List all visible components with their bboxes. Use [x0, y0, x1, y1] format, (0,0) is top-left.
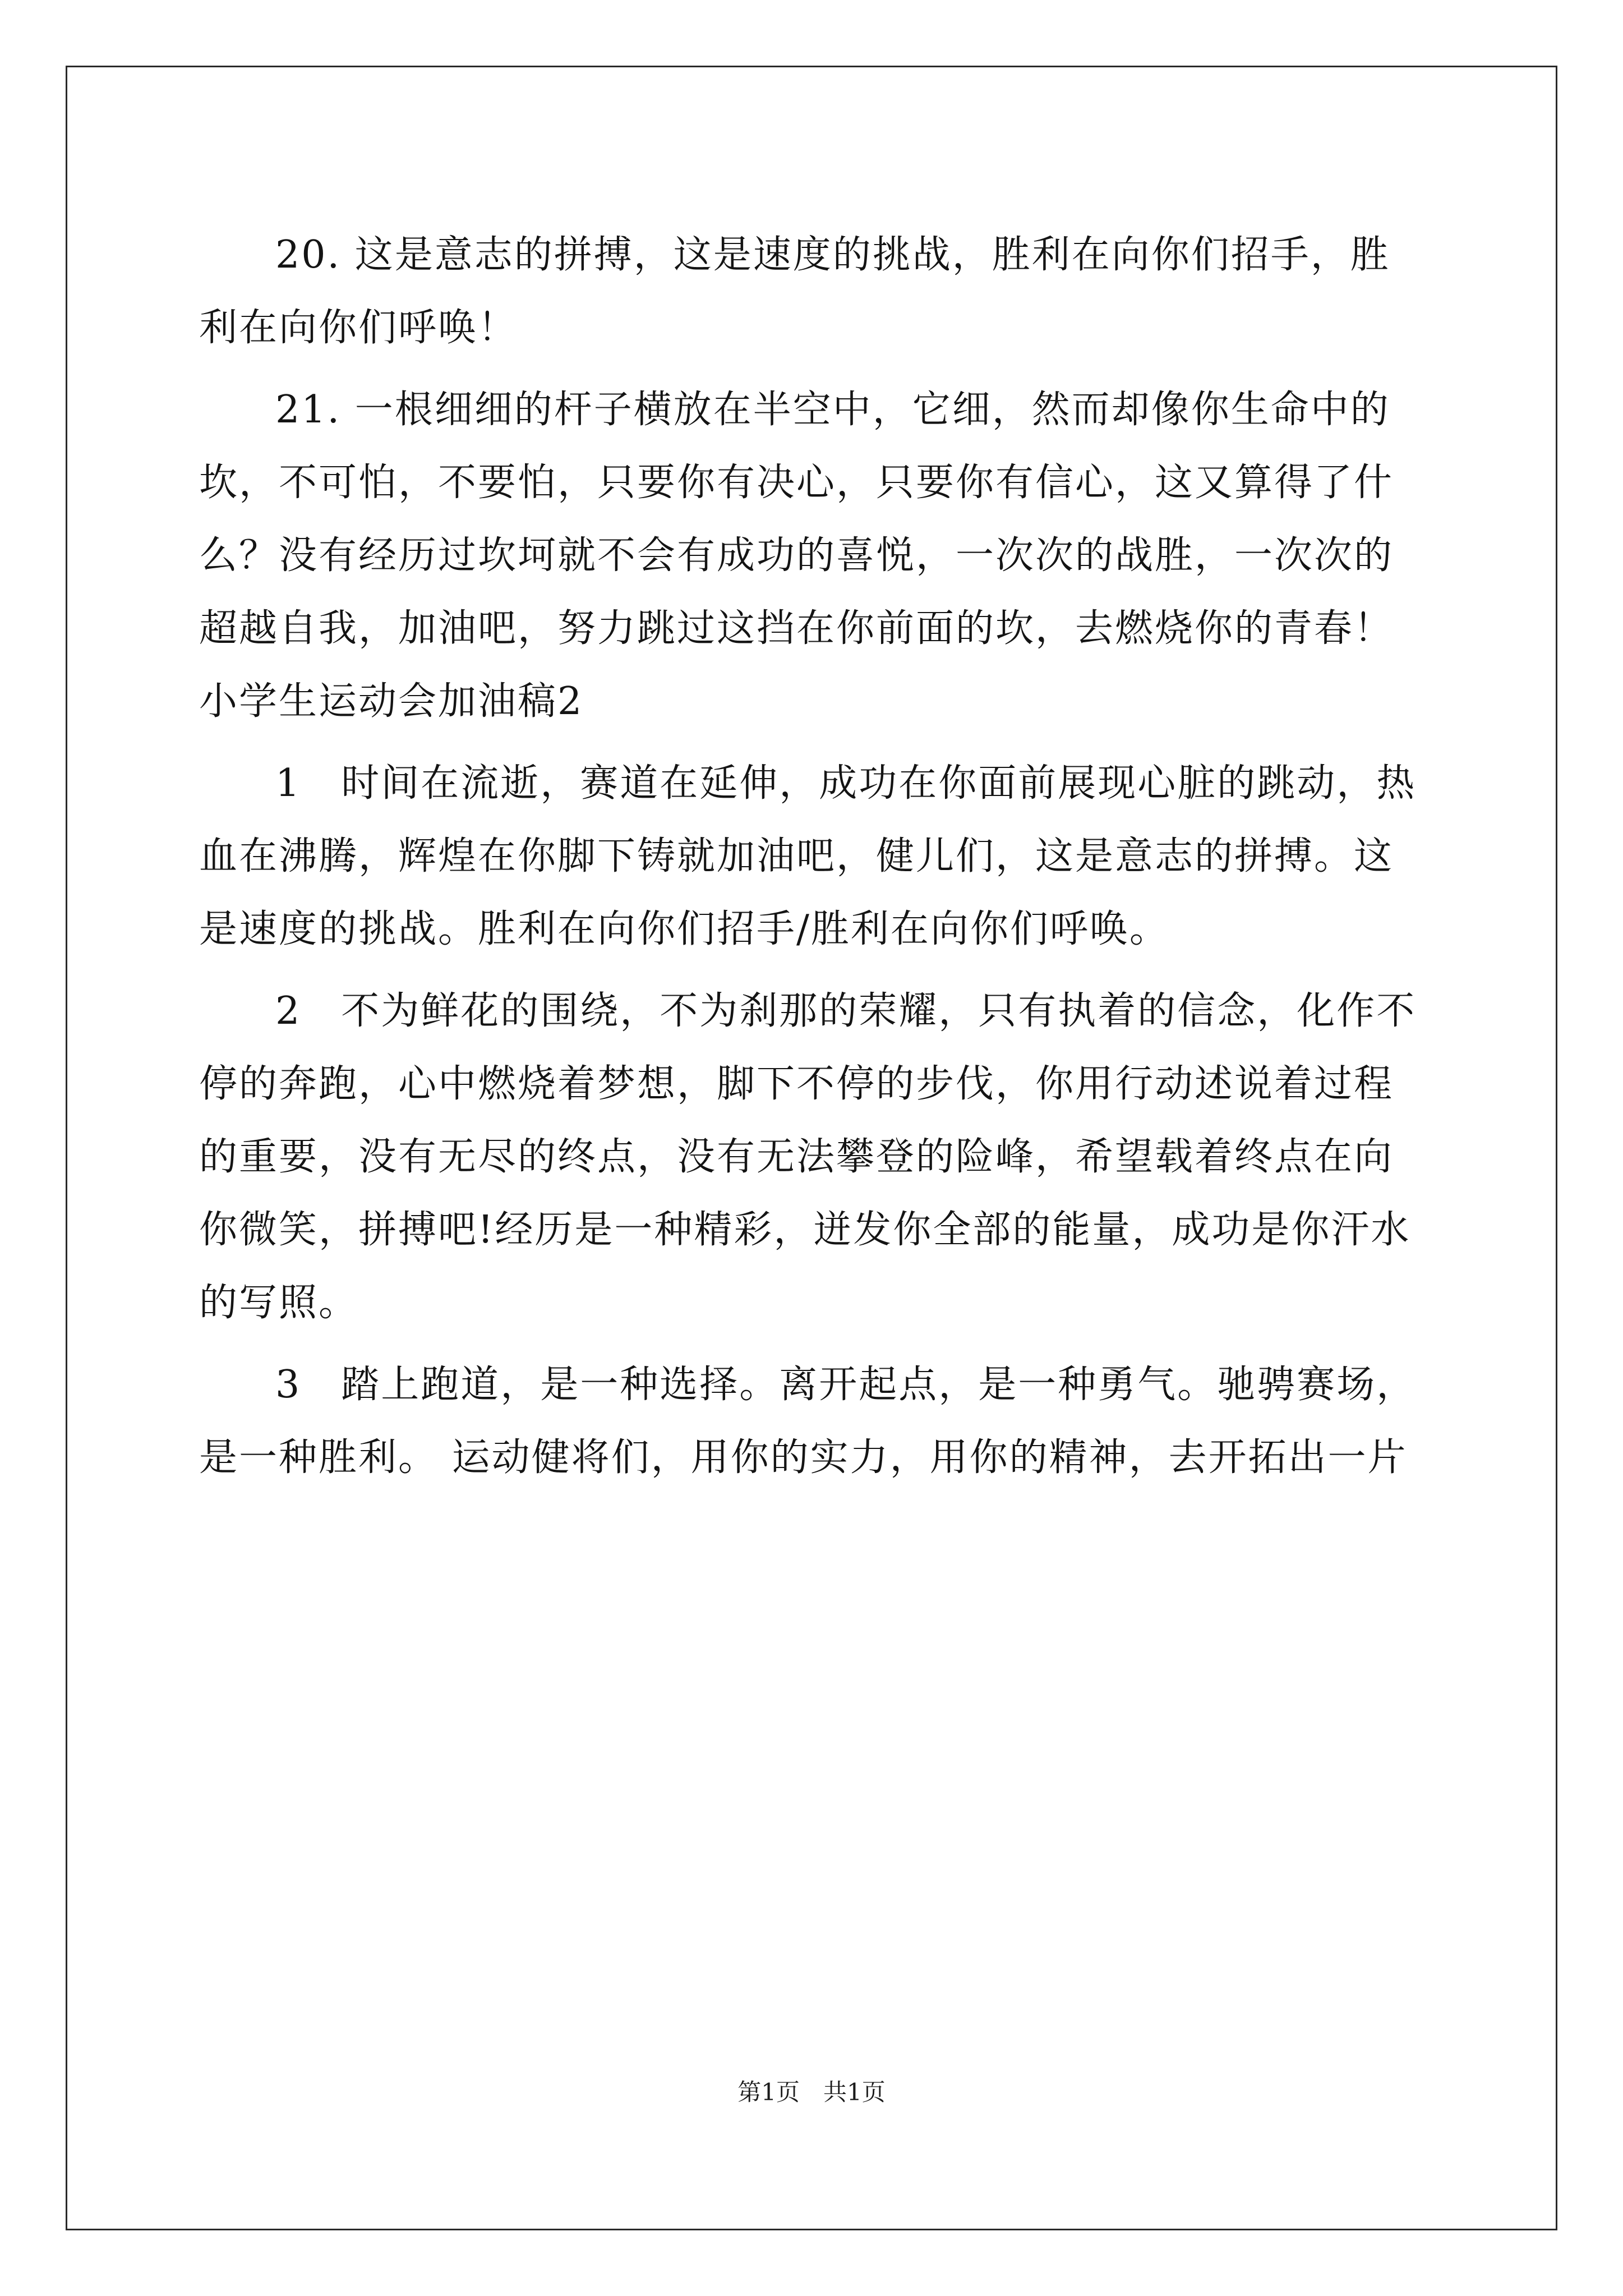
paragraph-2: 2 不为鲜花的围绕，不为刹那的荣耀，只有执着的信念，化作不停的奔跑，心中燃烧着梦想，脚下不停的步伐，你用行动述说着过程的重要，没有无尽的终点，没有无法攀登的险峰，希望载着终点在向你微笑，拼搏吧!经历是一种精彩，迸发你全部的能量，成功是你汗水的写照。	[199, 989, 1417, 1325]
section-heading: 小学生运动会加油稿2	[199, 679, 584, 724]
paragraph-3: 3 踏上跑道，是一种选择。离开起点，是一种勇气。驰骋赛场，是一种胜利。 运动健将们，用你的实力，用你的精神，去开拓出一片	[199, 1363, 1417, 1480]
paragraph-20: 20. 这是意志的拼搏，这是速度的挑战，胜利在向你们招手，胜利在向你们呼唤！	[199, 233, 1390, 350]
paragraph-21: 21. 一根细细的杆子横放在半空中，它细，然而却像你生命中的坎，不可怕，不要怕，只要你有决心，只要你有信心，这又算得了什么？没有经历过坎坷就不会有成功的喜悦，一次次的战胜，一次次的超越自我，加油吧，努力跳过这挡在你前面的坎，去燃烧你的青春！	[199, 388, 1394, 651]
document-body	[199, 219, 1427, 1494]
page-footer: 第1页 共1页	[737, 2078, 886, 2106]
paragraph-1: 1 时间在流逝，赛道在延伸，成功在你面前展现心脏的跳动，热血在沸腾，辉煌在你脚下铸就加油吧，健儿们，这是意志的拼搏。这是速度的挑战。胜利在向你们招手/胜利在向你们呼唤。	[199, 761, 1417, 951]
